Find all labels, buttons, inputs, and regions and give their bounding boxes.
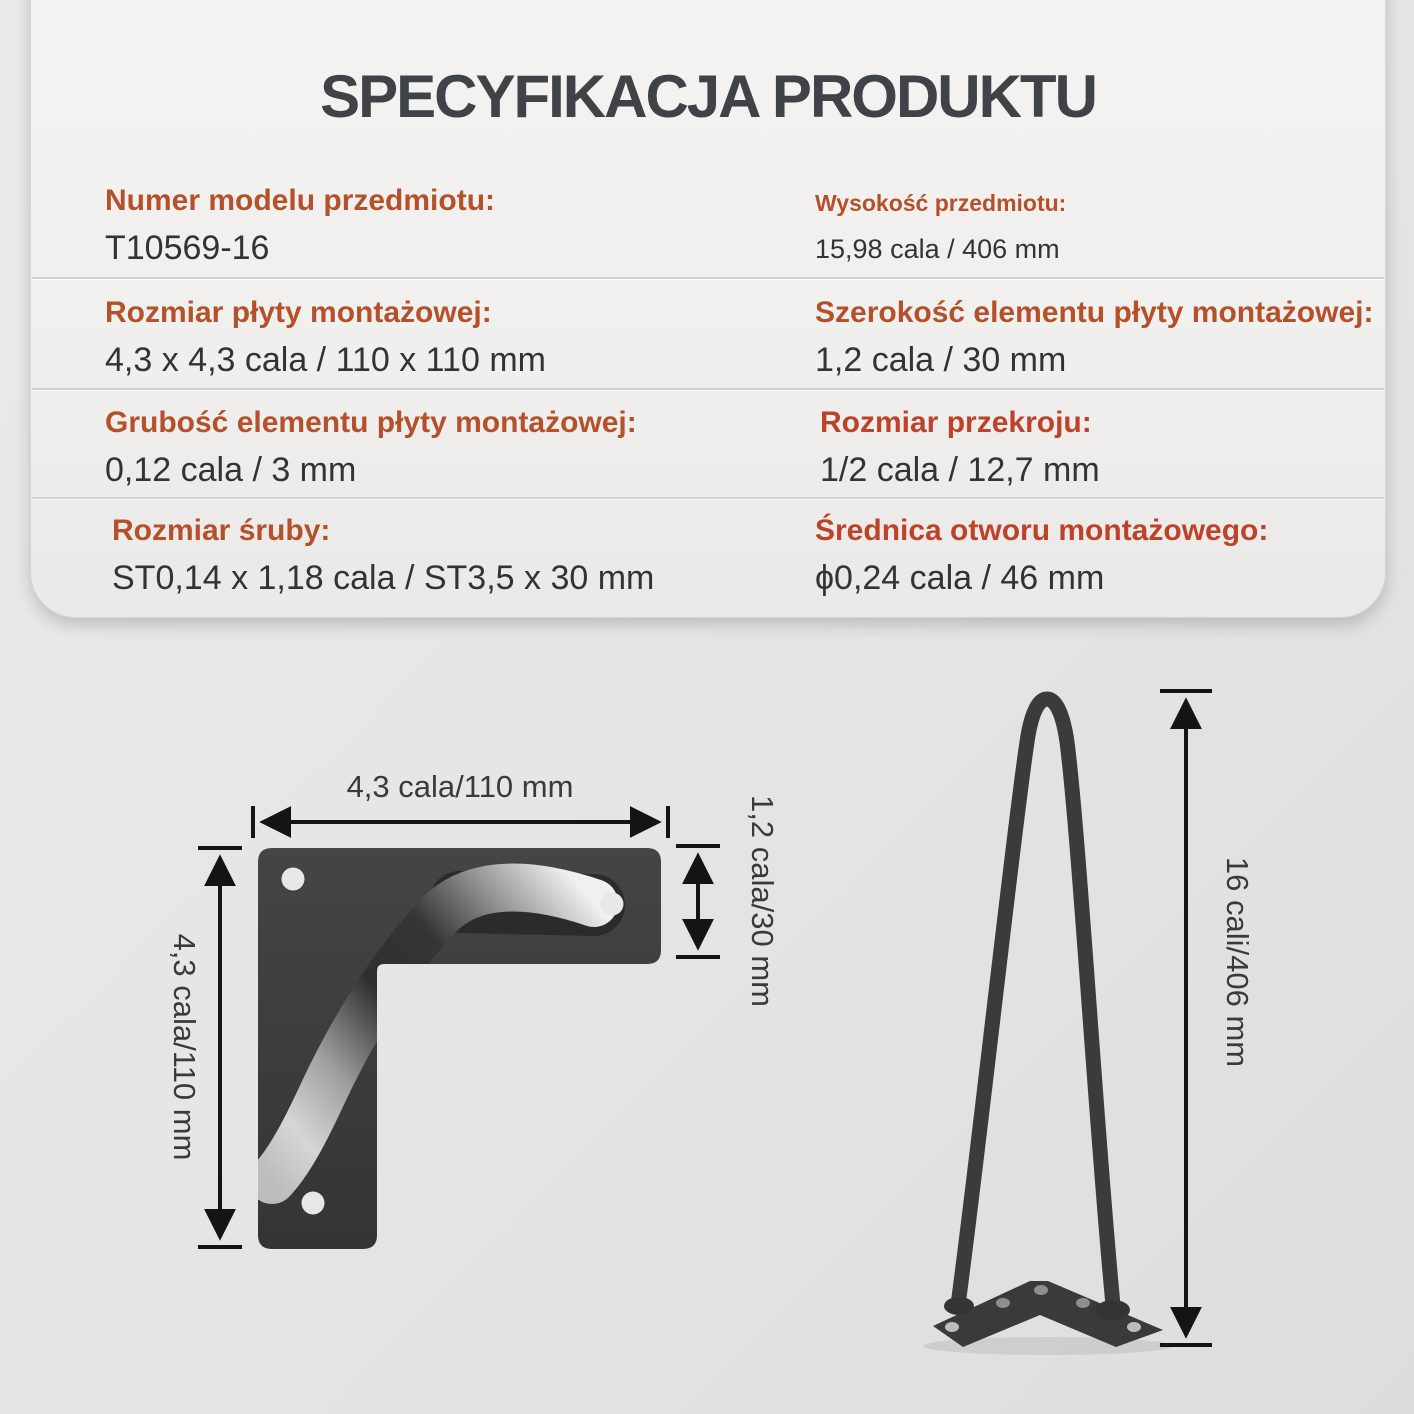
spec-value: ST0,14 x 1,18 cala / ST3,5 x 30 mm	[112, 559, 655, 597]
spec-value: 1,2 cala / 30 mm	[815, 341, 1067, 379]
page-title: SPECYFIKACJA PRODUKTU	[320, 63, 1096, 130]
spec-value: 4,3 x 4,3 cala / 110 x 110 mm	[105, 341, 546, 379]
base-plate-hole	[945, 1322, 959, 1332]
leg-height-label: 16 cali/406 mm	[1220, 856, 1255, 1068]
spec-value: 1/2 cala / 12,7 mm	[820, 451, 1100, 489]
bracket-arm-width-dimension	[676, 846, 720, 957]
spec-label: Rozmiar przekroju:	[820, 406, 1092, 439]
spec-label: Rozmiar płyty montażowej:	[105, 296, 492, 329]
spec-label: Wysokość przedmiotu:	[815, 190, 1067, 216]
bracket-top-view	[258, 848, 661, 1249]
base-plate-hole	[1034, 1285, 1048, 1295]
bracket-arm-width-label: 1,2 cala/30 mm	[745, 795, 780, 1007]
spec-value: ϕ0,24 cala / 46 mm	[815, 559, 1105, 597]
hairpin-rod	[958, 699, 1113, 1305]
leg-weld	[1096, 1300, 1130, 1320]
bracket-height-label: 4,3 cala/110 mm	[167, 933, 202, 1161]
spec-label: Grubość elementu płyty montażowej:	[105, 406, 637, 439]
bracket-screw-hole	[282, 868, 305, 891]
bracket-height-dimension	[198, 848, 242, 1247]
spec-label: Średnica otworu montażowego:	[815, 514, 1269, 547]
base-plate-hole	[1127, 1322, 1141, 1332]
bracket-width-label: 4,3 cala/110 mm	[346, 769, 574, 804]
spec-value: 0,12 cala / 3 mm	[105, 451, 357, 489]
leg-weld	[944, 1297, 974, 1315]
spec-value: 15,98 cala / 406 mm	[815, 234, 1060, 264]
bracket-screw-hole	[302, 1192, 325, 1215]
base-plate-hole	[1076, 1298, 1090, 1308]
spec-label: Numer modelu przedmiotu:	[105, 184, 496, 217]
spec-label: Rozmiar śruby:	[112, 514, 331, 547]
base-plate-hole	[996, 1298, 1010, 1308]
spec-value: T10569-16	[105, 229, 270, 267]
leg-height-dimension	[1160, 691, 1212, 1345]
bracket-width-dimension	[253, 806, 668, 838]
spec-label: Szerokość elementu płyty montażowej:	[815, 296, 1374, 329]
hairpin-leg-side-view	[923, 699, 1173, 1355]
bracket-screw-hole	[601, 893, 624, 916]
